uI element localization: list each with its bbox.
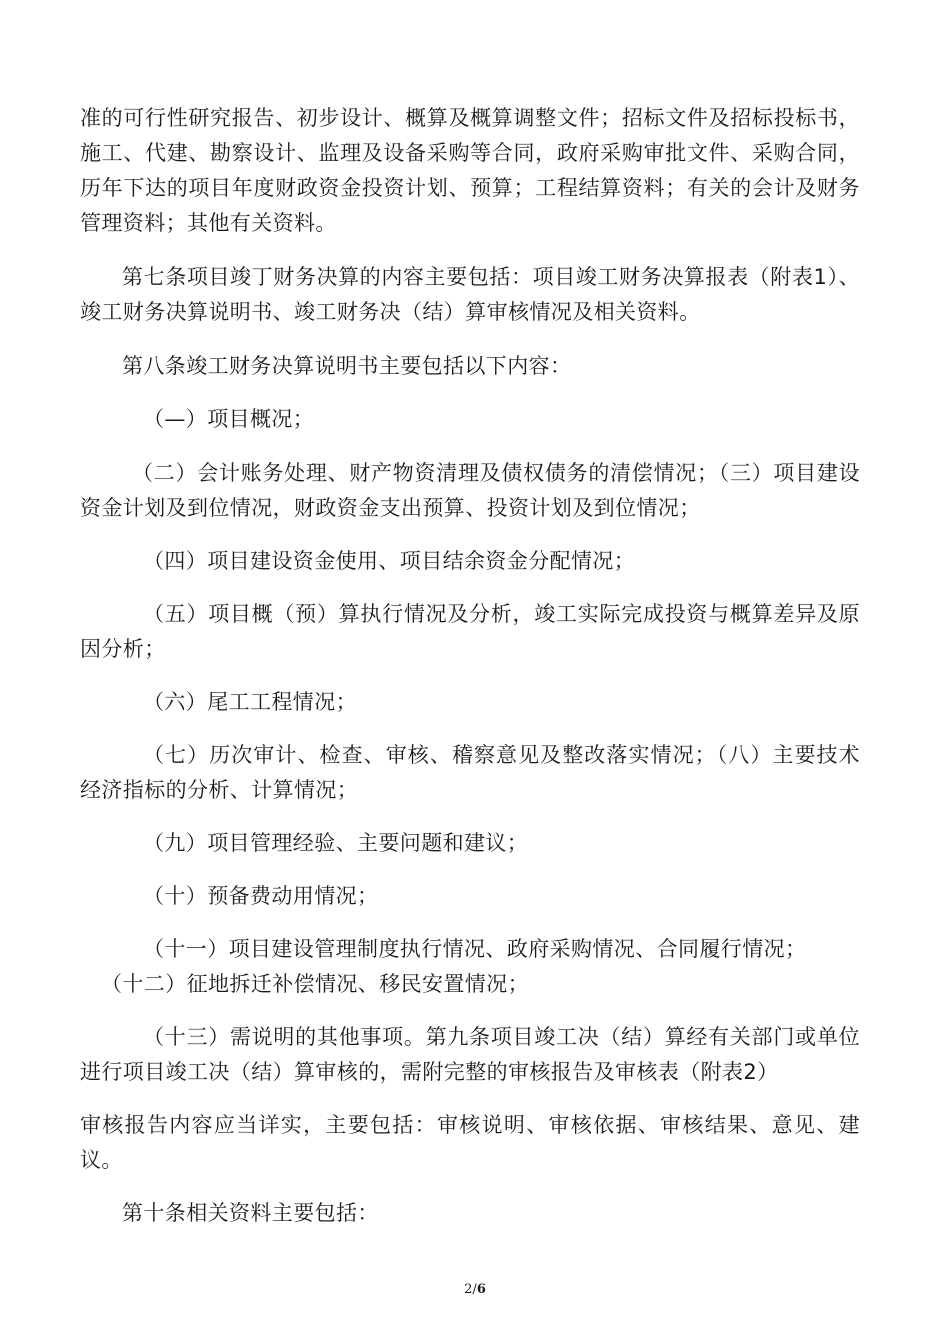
list-item-12: （十二）征地拆迁补偿情况、移民安置情况； bbox=[101, 972, 529, 996]
page-number bbox=[0, 1282, 950, 1297]
page-total: 6 bbox=[476, 1282, 486, 1297]
paragraph-article-8: 第八条竣工财务决算说明书主要包括以下内容： bbox=[122, 354, 572, 378]
paragraph-article-10: 第十条相关资料主要包括： bbox=[122, 1201, 379, 1225]
page-current: 2 bbox=[464, 1282, 473, 1297]
paragraph-article-7: 第七条项目竣丁财务决算的内容主要包括：项目竣工财务决算报表（附表1）、竣工财务决算说明书、竣工财务决（结）算审核情况及相关资料。 bbox=[80, 265, 860, 324]
list-item-11: （十一）项目建设管理制度执行情况、政府采购情况、合同履行情况； bbox=[143, 937, 807, 961]
list-item-1: （—）项目概况； bbox=[143, 407, 315, 431]
list-item-9: （九）项目管理经验、主要问题和建议； bbox=[143, 831, 529, 855]
page-separator: / bbox=[472, 1282, 477, 1297]
list-item-5: （五）项目概（预）算执行情况及分析，竣工实际完成投资与概算差异及原因分析； bbox=[80, 602, 860, 661]
paragraph-attachments-list: 准的可行性研究报告、初步设计、概算及概算调整文件；招标文件及招标投标书，施工、代建、勘察设计、监理及设备采购等合同，政府采购审批文件、采购合同，历年下达的项目年度财政资金投资计划、预算；工程结算资料；有关的会计及财务管理资料；其他有关资料。 bbox=[80, 106, 860, 235]
list-item-13-article-9: （十三）需说明的其他事项。第九条项目竣工决（结）算经有关部门或单位进行项目竣工决（结）算审核的，需附完整的审核报告及审核表（附表2） bbox=[80, 1025, 860, 1084]
list-item-2-3: （二）会计账务处理、财产物资清理及债权债务的清偿情况；（三）项目建设资金计划及到位情况，财政资金支出预算、投资计划及到位情况； bbox=[80, 461, 860, 520]
list-item-10: （十）预备费动用情况； bbox=[143, 884, 379, 908]
list-item-7-8: （七）历次审计、检查、审核、稽察意见及整改落实情况；（八）主要技术经济指标的分析、计算情况； bbox=[80, 743, 860, 802]
list-item-6: （六）尾工工程情况； bbox=[143, 690, 357, 714]
list-item-4: （四）项目建设资金使用、项目结余资金分配情况； bbox=[143, 549, 636, 573]
paragraph-audit-report: 审核报告内容应当详实，主要包括：审核说明、审核依据、审核结果、意见、建议。 bbox=[80, 1113, 860, 1172]
